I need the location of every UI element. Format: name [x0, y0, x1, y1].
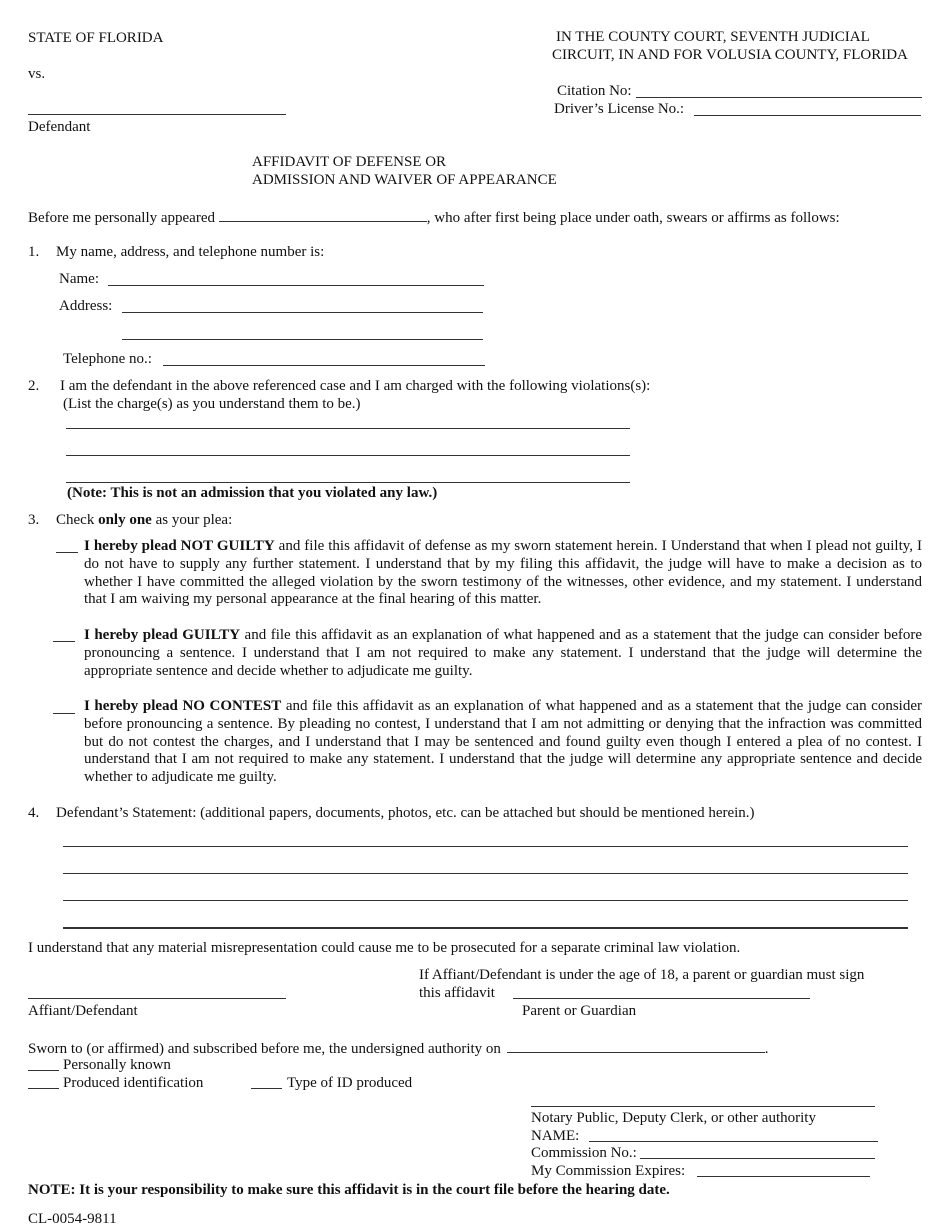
sworn-period: .: [764, 1041, 769, 1057]
expires-label: My Commission Expires:: [531, 1163, 686, 1179]
intro-before: Before me personally appeared: [28, 210, 215, 226]
notary-name-field[interactable]: [589, 1141, 878, 1142]
personally-known-checkbox[interactable]: [28, 1070, 59, 1071]
plea-guilty-title: I hereby plead GUILTY: [84, 627, 241, 643]
statement-line-2[interactable]: [63, 873, 908, 874]
vs-label: vs.: [28, 66, 46, 82]
notary-name-label: NAME:: [531, 1128, 580, 1144]
sworn-sentence: [28, 1038, 768, 1058]
phone-field[interactable]: [163, 365, 485, 366]
item1-number: 1.: [28, 244, 40, 260]
sworn-date-field[interactable]: [507, 1038, 765, 1053]
phone-label: Telephone no.:: [63, 351, 152, 367]
court-line-2: CIRCUIT, IN AND FOR VOLUSIA COUNTY, FLORIDA: [552, 47, 908, 63]
item3-text-bold: only one: [98, 512, 152, 528]
item3-text: [56, 511, 232, 529]
address-label: Address:: [59, 298, 113, 314]
item2-note: (Note: This is not an admission that you violated any law.): [67, 485, 438, 501]
court-line-1: IN THE COUNTY COURT, SEVENTH JUDICIAL: [556, 29, 870, 45]
plea-guilty-checkbox[interactable]: [53, 641, 75, 642]
charge-line-2[interactable]: [66, 455, 630, 456]
misrepresentation-text: I understand that any material misrepresentation could cause me to be prosecuted for a separate criminal law violation.: [28, 940, 741, 956]
plea-no-contest: [84, 698, 922, 787]
plea-guilty-body: and file this affidavit as an explanation of what happened and as a statement that the judge can consider before pronouncing a sentence. I understand that I am not required to make any statement. I understand that the judge will determine the appropriate sentence and decide whether to adjudicate me guilty.: [84, 627, 922, 679]
title-line-2: ADMISSION AND WAIVER OF APPEARANCE: [252, 172, 557, 188]
item1-text: My name, address, and telephone number is:: [56, 244, 325, 260]
plea-not-guilty-checkbox[interactable]: [56, 552, 78, 553]
produced-id-label: Produced identification: [63, 1075, 204, 1091]
appeared-name-field[interactable]: [219, 207, 427, 222]
address-field-1[interactable]: [122, 312, 483, 313]
charge-line-1[interactable]: [66, 428, 630, 429]
item4-text: Defendant’s Statement: (additional papers, documents, photos, etc. can be attached but should be mentioned herein.): [56, 805, 755, 821]
plea-not-guilty-title: I hereby plead NOT GUILTY: [84, 538, 275, 554]
address-field-2[interactable]: [122, 339, 483, 340]
id-type-label: Type of ID produced: [287, 1075, 413, 1091]
guardian-label: Parent or Guardian: [522, 1003, 637, 1019]
item4-number: 4.: [28, 805, 40, 821]
item3-text-before: Check: [56, 512, 95, 528]
commission-label: Commission No.:: [531, 1145, 637, 1161]
minor-notice-line-1: If Affiant/Defendant is under the age of 18, a parent or guardian must sign: [419, 967, 865, 983]
item2-subtext: (List the charge(s) as you understand them to be.): [63, 396, 361, 412]
plea-no-contest-body: and file this affidavit as an explanation of what happened and as a statement that the judge can consider before pronouncing a sentence. By pleading no contest, I understand that I am not admitting or denying that the infraction was committed but do not contest the charges, and I understand that I may be sentenced and found guilty even though I entered a plea of no contest. I understand that I am not required to make any statement. I understand that the judge will determine any appropriate sentence and decide whether to adjudicate me guilty.: [84, 698, 922, 786]
defendant-name-field[interactable]: [28, 114, 286, 115]
commission-number-field[interactable]: [640, 1158, 875, 1159]
citation-label: Citation No:: [557, 83, 632, 99]
charge-line-3[interactable]: [66, 482, 630, 483]
plea-not-guilty: [84, 538, 922, 609]
guardian-signature-field[interactable]: [513, 998, 810, 999]
minor-notice-line-2: this affidavit: [419, 985, 495, 1001]
notary-title: Notary Public, Deputy Clerk, or other authority: [531, 1110, 816, 1126]
id-type-field[interactable]: [251, 1088, 282, 1089]
name-field[interactable]: [108, 285, 484, 286]
item3-text-after: as your plea:: [155, 512, 233, 528]
title-line-1: AFFIDAVIT OF DEFENSE OR: [252, 154, 447, 170]
affiant-signature-field[interactable]: [28, 998, 286, 999]
plea-not-guilty-body: and file this affidavit of defense as my sworn statement herein. I Understand that when I plead not guilty, I do not have to supply any further statement. I understand that by my filing this affidavit, the judge will have to make a decision as to whether I have committed the alleged violation by the sworn testimony of the witnesses, other evidence, and my statement. I understand that I am waiving my personal appearance at the final hearing of this matter.: [84, 538, 922, 608]
defendant-label: Defendant: [28, 119, 91, 135]
item3-number: 3.: [28, 512, 40, 528]
state-label: STATE OF FLORIDA: [28, 30, 164, 46]
item2-text: I am the defendant in the above referenced case and I am charged with the following violations(s):: [60, 378, 651, 394]
plea-no-contest-checkbox[interactable]: [53, 713, 75, 714]
footer-note: NOTE: It is your responsibility to make sure this affidavit is in the court file before the hearing date.: [28, 1182, 670, 1198]
personally-known-label: Personally known: [63, 1057, 171, 1073]
statement-line-4[interactable]: [63, 927, 908, 929]
plea-no-contest-title: I hereby plead NO CONTEST: [84, 698, 282, 714]
license-number-field[interactable]: [694, 115, 921, 116]
sworn-text: Sworn to (or affirmed) and subscribed before me, the undersigned authority on: [28, 1041, 501, 1057]
plea-guilty: [84, 627, 922, 680]
intro-after: , who after first being place under oath, swears or affirms as follows:: [426, 210, 840, 226]
statement-line-3[interactable]: [63, 900, 908, 901]
statement-line-1[interactable]: [63, 846, 908, 847]
form-id: CL-0054-9811: [28, 1211, 117, 1227]
affiant-label: Affiant/Defendant: [28, 1003, 138, 1019]
name-label: Name:: [59, 271, 99, 287]
notary-signature-field[interactable]: [531, 1106, 875, 1107]
license-label: Driver’s License No.:: [554, 101, 685, 117]
intro-sentence: [28, 207, 840, 227]
item2-number: 2.: [28, 378, 40, 394]
produced-id-checkbox[interactable]: [28, 1088, 59, 1089]
commission-expires-field[interactable]: [697, 1176, 870, 1177]
citation-number-field[interactable]: [636, 97, 922, 98]
